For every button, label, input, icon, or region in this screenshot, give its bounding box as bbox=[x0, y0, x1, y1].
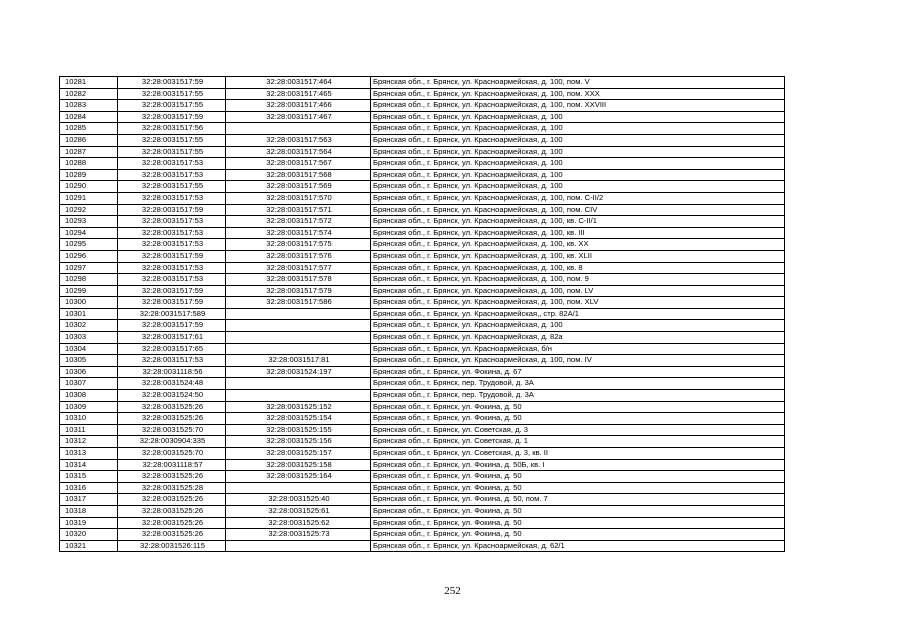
row-number-cell: 10284 bbox=[60, 111, 118, 123]
row-number-cell: 10287 bbox=[60, 146, 118, 158]
object-number-cell: 32:28:0031517:578 bbox=[226, 274, 371, 286]
object-number-cell: 32:28:0031517:568 bbox=[226, 169, 371, 181]
object-number-cell: 32:28:0031525:152 bbox=[226, 401, 371, 413]
parcel-number-cell: 32:28:0031118:56 bbox=[118, 366, 226, 378]
object-number-cell: 32:28:0031524:197 bbox=[226, 366, 371, 378]
row-number-cell: 10309 bbox=[60, 401, 118, 413]
row-number-cell: 10315 bbox=[60, 471, 118, 483]
table-row bbox=[60, 308, 785, 320]
table-row bbox=[60, 285, 785, 297]
row-number-cell: 10303 bbox=[60, 332, 118, 344]
address-cell: Брянская обл., г. Брянск, ул. Фокина, д. 50 bbox=[371, 401, 785, 413]
object-number-cell bbox=[226, 482, 371, 494]
table-row bbox=[60, 494, 785, 506]
row-number-cell: 10281 bbox=[60, 77, 118, 89]
table-row bbox=[60, 274, 785, 286]
table-row bbox=[60, 216, 785, 228]
object-number-cell: 32:28:0031517:586 bbox=[226, 297, 371, 309]
object-number-cell: 32:28:0031517:575 bbox=[226, 239, 371, 251]
object-number-cell: 32:28:0031517:570 bbox=[226, 192, 371, 204]
table-row bbox=[60, 413, 785, 425]
object-number-cell: 32:28:0031525:62 bbox=[226, 517, 371, 529]
table-row bbox=[60, 181, 785, 193]
address-cell: Брянская обл., г. Брянск, ул. Красноармейская, д. 100 bbox=[371, 181, 785, 193]
address-cell: Брянская обл., г. Брянск, ул. Красноармейская, д. 100, пом. LV bbox=[371, 285, 785, 297]
table-row bbox=[60, 471, 785, 483]
parcel-number-cell: 32:28:0031525:26 bbox=[118, 413, 226, 425]
table-row bbox=[60, 158, 785, 170]
object-number-cell: 32:28:0031517:576 bbox=[226, 250, 371, 262]
parcel-number-cell: 32:28:0031517:61 bbox=[118, 332, 226, 344]
table-row bbox=[60, 123, 785, 135]
table-row bbox=[60, 111, 785, 123]
table-row bbox=[60, 540, 785, 552]
address-cell: Брянская обл., г. Брянск, ул. Красноармейская, б/н bbox=[371, 343, 785, 355]
row-number-cell: 10296 bbox=[60, 250, 118, 262]
parcel-number-cell: 32:28:0031525:26 bbox=[118, 505, 226, 517]
address-cell: Брянская обл., г. Брянск, ул. Красноармейская, д. 100 bbox=[371, 134, 785, 146]
object-number-cell bbox=[226, 332, 371, 344]
parcel-number-cell: 32:28:0031517:59 bbox=[118, 297, 226, 309]
address-cell: Брянская обл., г. Брянск, пер. Трудовой, д. 3А bbox=[371, 390, 785, 402]
table-row bbox=[60, 378, 785, 390]
parcel-number-cell: 32:28:0031517:59 bbox=[118, 77, 226, 89]
address-cell: Брянская обл., г. Брянск, ул. Красноармейская, д. 100, пом. XXVIII bbox=[371, 100, 785, 112]
object-number-cell: 32:28:0031517:579 bbox=[226, 285, 371, 297]
address-cell: Брянская обл., г. Брянск, ул. Красноармейская, д. 82а bbox=[371, 332, 785, 344]
table-row bbox=[60, 192, 785, 204]
parcel-number-cell: 32:28:0031525:70 bbox=[118, 448, 226, 460]
parcel-number-cell: 32:28:0031525:26 bbox=[118, 494, 226, 506]
object-number-cell: 32:28:0031525:157 bbox=[226, 448, 371, 460]
parcel-number-cell: 32:28:0031517:59 bbox=[118, 111, 226, 123]
object-number-cell: 32:28:0031517:572 bbox=[226, 216, 371, 228]
parcel-number-cell: 32:28:0031517:53 bbox=[118, 227, 226, 239]
object-number-cell: 32:28:0031517:571 bbox=[226, 204, 371, 216]
row-number-cell: 10314 bbox=[60, 459, 118, 471]
table-row bbox=[60, 297, 785, 309]
page-number: 252 bbox=[444, 585, 461, 597]
address-cell: Брянская обл., г. Брянск, ул. Фокина, д. 50Б, кв. I bbox=[371, 459, 785, 471]
table-row bbox=[60, 262, 785, 274]
address-cell: Брянская обл., г. Брянск, ул. Фокина, д. 50 bbox=[371, 517, 785, 529]
parcel-number-cell: 32:28:0031517:589 bbox=[118, 308, 226, 320]
parcel-number-cell: 32:28:0031517:55 bbox=[118, 100, 226, 112]
table-row bbox=[60, 529, 785, 541]
address-cell: Брянская обл., г. Брянск, ул. Фокина, д. 50 bbox=[371, 505, 785, 517]
object-number-cell: 32:28:0031525:156 bbox=[226, 436, 371, 448]
table-row bbox=[60, 355, 785, 367]
row-number-cell: 10286 bbox=[60, 134, 118, 146]
row-number-cell: 10311 bbox=[60, 424, 118, 436]
table-row bbox=[60, 459, 785, 471]
registry-table bbox=[59, 76, 785, 552]
row-number-cell: 10306 bbox=[60, 366, 118, 378]
table-row bbox=[60, 332, 785, 344]
parcel-number-cell: 32:28:0031524:50 bbox=[118, 390, 226, 402]
parcel-number-cell: 32:28:0031517:59 bbox=[118, 285, 226, 297]
parcel-number-cell: 32:28:0031517:55 bbox=[118, 146, 226, 158]
address-cell: Брянская обл., г. Брянск, ул. Красноармейская, д. 100 bbox=[371, 169, 785, 181]
object-number-cell: 32:28:0031525:40 bbox=[226, 494, 371, 506]
address-cell: Брянская обл., г. Брянск, ул. Фокина, д. 50 bbox=[371, 413, 785, 425]
table-row bbox=[60, 343, 785, 355]
object-number-cell: 32:28:0031525:61 bbox=[226, 505, 371, 517]
row-number-cell: 10288 bbox=[60, 158, 118, 170]
row-number-cell: 10291 bbox=[60, 192, 118, 204]
object-number-cell: 32:28:0031525:154 bbox=[226, 413, 371, 425]
row-number-cell: 10321 bbox=[60, 540, 118, 552]
parcel-number-cell: 32:28:0031517:53 bbox=[118, 355, 226, 367]
table-row bbox=[60, 482, 785, 494]
address-cell: Брянская обл., г. Брянск, ул. Красноармейская, д. 100, кв. 8 bbox=[371, 262, 785, 274]
row-number-cell: 10289 bbox=[60, 169, 118, 181]
parcel-number-cell: 32:28:0031524:48 bbox=[118, 378, 226, 390]
address-cell: Брянская обл., г. Брянск, ул. Красноармейская, д. 100 bbox=[371, 320, 785, 332]
row-number-cell: 10308 bbox=[60, 390, 118, 402]
row-number-cell: 10290 bbox=[60, 181, 118, 193]
address-cell: Брянская обл., г. Брянск, пер. Трудовой, д. 3А bbox=[371, 378, 785, 390]
row-number-cell: 10297 bbox=[60, 262, 118, 274]
row-number-cell: 10320 bbox=[60, 529, 118, 541]
table-row bbox=[60, 134, 785, 146]
parcel-number-cell: 32:28:0031525:26 bbox=[118, 529, 226, 541]
parcel-number-cell: 32:28:0031526:115 bbox=[118, 540, 226, 552]
object-number-cell bbox=[226, 390, 371, 402]
object-number-cell: 32:28:0031517:577 bbox=[226, 262, 371, 274]
address-cell: Брянская обл., г. Брянск, ул. Красноармейская, д. 100, кв. XLII bbox=[371, 250, 785, 262]
object-number-cell bbox=[226, 378, 371, 390]
table-row bbox=[60, 390, 785, 402]
row-number-cell: 10304 bbox=[60, 343, 118, 355]
parcel-number-cell: 32:28:0031517:53 bbox=[118, 192, 226, 204]
object-number-cell: 32:28:0031517:567 bbox=[226, 158, 371, 170]
address-cell: Брянская обл., г. Брянск, ул. Красноармейская, д. 100, пом. XLV bbox=[371, 297, 785, 309]
parcel-number-cell: 32:28:0031525:26 bbox=[118, 401, 226, 413]
parcel-number-cell: 32:28:0031517:53 bbox=[118, 274, 226, 286]
object-number-cell bbox=[226, 540, 371, 552]
address-cell: Брянская обл., г. Брянск, ул. Советская, д. 3 bbox=[371, 424, 785, 436]
address-cell: Брянская обл., г. Брянск, ул. Красноармейская, д. 62/1 bbox=[371, 540, 785, 552]
parcel-number-cell: 32:28:0031525:28 bbox=[118, 482, 226, 494]
address-cell: Брянская обл., г. Брянск, ул. Красноармейская, д. 100, пом. XXX bbox=[371, 88, 785, 100]
object-number-cell: 32:28:0031517:564 bbox=[226, 146, 371, 158]
table-row bbox=[60, 250, 785, 262]
object-number-cell: 32:28:0031517:466 bbox=[226, 100, 371, 112]
table-row bbox=[60, 401, 785, 413]
address-cell: Брянская обл., г. Брянск, ул. Красноармейская, д. 100, кв. III bbox=[371, 227, 785, 239]
row-number-cell: 10282 bbox=[60, 88, 118, 100]
row-number-cell: 10292 bbox=[60, 204, 118, 216]
table-row bbox=[60, 505, 785, 517]
row-number-cell: 10298 bbox=[60, 274, 118, 286]
table-row bbox=[60, 366, 785, 378]
registry-table-body bbox=[60, 77, 785, 552]
address-cell: Брянская обл., г. Брянск, ул. Красноармейская, д. 100 bbox=[371, 111, 785, 123]
parcel-number-cell: 32:28:0031517:55 bbox=[118, 88, 226, 100]
parcel-number-cell: 32:28:0031517:56 bbox=[118, 123, 226, 135]
address-cell: Брянская обл., г. Брянск, ул. Фокина, д. 50 bbox=[371, 471, 785, 483]
parcel-number-cell: 32:28:0031517:53 bbox=[118, 216, 226, 228]
object-number-cell bbox=[226, 343, 371, 355]
address-cell: Брянская обл., г. Брянск, ул. Красноармейская, д. 100, кв. XX bbox=[371, 239, 785, 251]
parcel-number-cell: 32:28:0031517:53 bbox=[118, 262, 226, 274]
row-number-cell: 10305 bbox=[60, 355, 118, 367]
object-number-cell: 32:28:0031525:155 bbox=[226, 424, 371, 436]
address-cell: Брянская обл., г. Брянск, ул. Фокина, д. 50 bbox=[371, 529, 785, 541]
table-row bbox=[60, 227, 785, 239]
address-cell: Брянская обл., г. Брянск, ул. Красноармейская, д. 100, пом. С-II/2 bbox=[371, 192, 785, 204]
parcel-number-cell: 32:28:0031517:59 bbox=[118, 250, 226, 262]
row-number-cell: 10294 bbox=[60, 227, 118, 239]
object-number-cell: 32:28:0031517:574 bbox=[226, 227, 371, 239]
address-cell: Брянская обл., г. Брянск, ул. Красноармейская, д. 100, пом. IV bbox=[371, 355, 785, 367]
address-cell: Брянская обл., г. Брянск, ул. Красноармейская, д. 100, пом. CIV bbox=[371, 204, 785, 216]
address-cell: Брянская обл., г. Брянск, ул. Фокина, д. 50 bbox=[371, 482, 785, 494]
object-number-cell: 32:28:0031525:73 bbox=[226, 529, 371, 541]
table-row bbox=[60, 320, 785, 332]
row-number-cell: 10302 bbox=[60, 320, 118, 332]
object-number-cell: 32:28:0031517:467 bbox=[226, 111, 371, 123]
address-cell: Брянская обл., г. Брянск, ул. Фокина, д. 67 bbox=[371, 366, 785, 378]
row-number-cell: 10299 bbox=[60, 285, 118, 297]
parcel-number-cell: 32:28:0031517:53 bbox=[118, 158, 226, 170]
address-cell: Брянская обл., г. Брянск, ул. Красноармейская, д. 100 bbox=[371, 123, 785, 135]
table-row bbox=[60, 424, 785, 436]
table-row bbox=[60, 239, 785, 251]
row-number-cell: 10295 bbox=[60, 239, 118, 251]
object-number-cell bbox=[226, 320, 371, 332]
parcel-number-cell: 32:28:0031517:53 bbox=[118, 239, 226, 251]
row-number-cell: 10317 bbox=[60, 494, 118, 506]
row-number-cell: 10307 bbox=[60, 378, 118, 390]
row-number-cell: 10312 bbox=[60, 436, 118, 448]
parcel-number-cell: 32:28:0031517:59 bbox=[118, 204, 226, 216]
parcel-number-cell: 32:28:0031517:59 bbox=[118, 320, 226, 332]
row-number-cell: 10293 bbox=[60, 216, 118, 228]
address-cell: Брянская обл., г. Брянск, ул. Красноармейская, д. 100 bbox=[371, 146, 785, 158]
parcel-number-cell: 32:28:0031525:26 bbox=[118, 517, 226, 529]
object-number-cell: 32:28:0031525:158 bbox=[226, 459, 371, 471]
row-number-cell: 10316 bbox=[60, 482, 118, 494]
row-number-cell: 10318 bbox=[60, 505, 118, 517]
table-row bbox=[60, 204, 785, 216]
object-number-cell bbox=[226, 123, 371, 135]
object-number-cell: 32:28:0031517:569 bbox=[226, 181, 371, 193]
parcel-number-cell: 32:28:0031118:57 bbox=[118, 459, 226, 471]
object-number-cell: 32:28:0031525:164 bbox=[226, 471, 371, 483]
address-cell: Брянская обл., г. Брянск, ул. Красноармейская, д. 100, пом. V bbox=[371, 77, 785, 89]
address-cell: Брянская обл., г. Брянск, ул. Красноармейская, д. 100, пом. 9 bbox=[371, 274, 785, 286]
address-cell: Брянская обл., г. Брянск, ул. Фокина, д. 50, пом. 7 bbox=[371, 494, 785, 506]
object-number-cell: 32:28:0031517:465 bbox=[226, 88, 371, 100]
address-cell: Брянская обл., г. Брянск, ул. Советская, д. 3, кв. II bbox=[371, 448, 785, 460]
object-number-cell: 32:28:0031517:81 bbox=[226, 355, 371, 367]
table-row bbox=[60, 448, 785, 460]
table-row bbox=[60, 100, 785, 112]
object-number-cell: 32:28:0031517:464 bbox=[226, 77, 371, 89]
row-number-cell: 10283 bbox=[60, 100, 118, 112]
table-row bbox=[60, 436, 785, 448]
row-number-cell: 10301 bbox=[60, 308, 118, 320]
row-number-cell: 10285 bbox=[60, 123, 118, 135]
parcel-number-cell: 32:28:0030904:335 bbox=[118, 436, 226, 448]
row-number-cell: 10300 bbox=[60, 297, 118, 309]
address-cell: Брянская обл., г. Брянск, ул. Красноармейская, д. 100 bbox=[371, 158, 785, 170]
parcel-number-cell: 32:28:0031517:55 bbox=[118, 134, 226, 146]
object-number-cell: 32:28:0031517:563 bbox=[226, 134, 371, 146]
address-cell: Брянская обл., г. Брянск, ул. Красноармейская, д. 100, кв. С-II/1 bbox=[371, 216, 785, 228]
table-row bbox=[60, 517, 785, 529]
row-number-cell: 10319 bbox=[60, 517, 118, 529]
address-cell: Брянская обл., г. Брянск, ул. Советская, д. 1 bbox=[371, 436, 785, 448]
table-row bbox=[60, 169, 785, 181]
table-row bbox=[60, 77, 785, 89]
table-row bbox=[60, 88, 785, 100]
row-number-cell: 10313 bbox=[60, 448, 118, 460]
parcel-number-cell: 32:28:0031517:53 bbox=[118, 169, 226, 181]
parcel-number-cell: 32:28:0031525:26 bbox=[118, 471, 226, 483]
parcel-number-cell: 32:28:0031517:55 bbox=[118, 181, 226, 193]
parcel-number-cell: 32:28:0031517:65 bbox=[118, 343, 226, 355]
address-cell: Брянская обл., г. Брянск, ул. Красноармейская,, стр. 82А/1 bbox=[371, 308, 785, 320]
parcel-number-cell: 32:28:0031525:70 bbox=[118, 424, 226, 436]
object-number-cell bbox=[226, 308, 371, 320]
row-number-cell: 10310 bbox=[60, 413, 118, 425]
table-row bbox=[60, 146, 785, 158]
